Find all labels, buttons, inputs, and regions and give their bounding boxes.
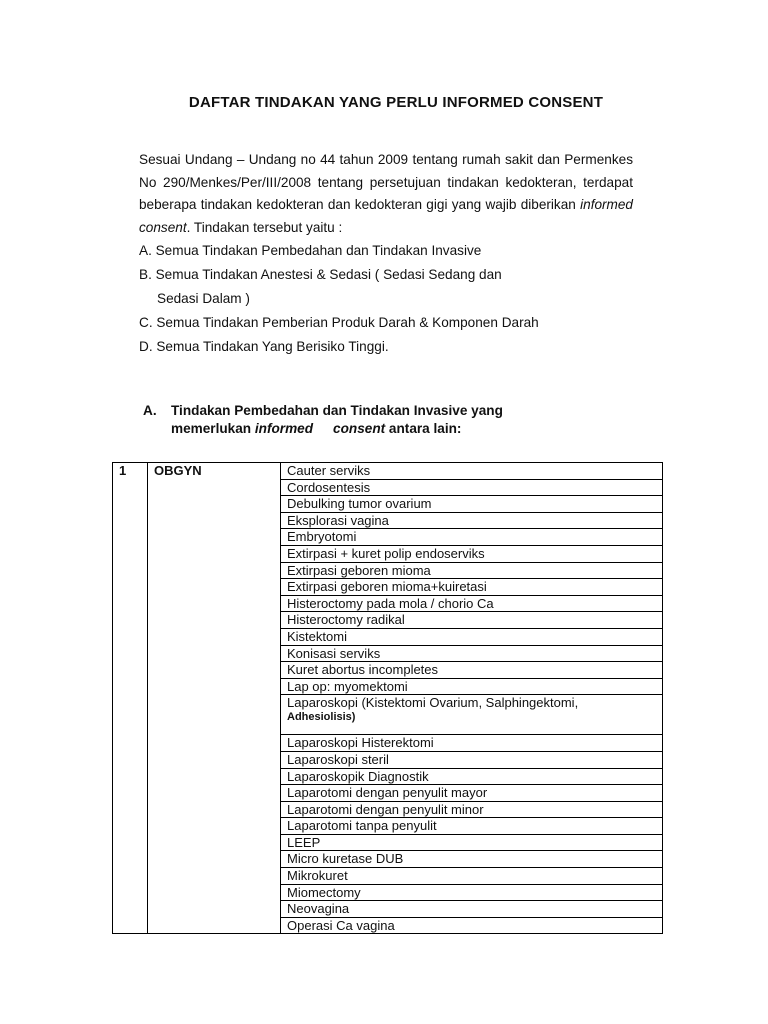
section-a-line1: Tindakan Pembedahan dan Tindakan Invasive yang [171, 403, 503, 418]
intro-paragraph [139, 149, 633, 239]
procedure-cell: Laparotomi dengan penyulit mayor [281, 785, 663, 802]
procedure-cell: Micro kuretase DUB [281, 851, 663, 868]
list-item-b: B. Semua Tindakan Anestesi & Sedasi ( Sedasi Sedang dan [139, 267, 502, 282]
procedure-cell: Extirpasi geboren mioma+kuiretasi [281, 579, 663, 596]
procedure-cell [281, 695, 663, 735]
list-item-d: D. Semua Tindakan Yang Berisiko Tinggi. [139, 339, 389, 354]
section-a-heading [143, 402, 623, 437]
section-a-line2-pre: memerlukan [171, 420, 255, 436]
procedure-cell: LEEP [281, 834, 663, 851]
procedure-cell: Lap op: myomektomi [281, 678, 663, 695]
procedure-cell: Laparotomi tanpa penyulit [281, 818, 663, 835]
procedure-cell: Konisasi serviks [281, 645, 663, 662]
procedure-cell: Mikrokuret [281, 868, 663, 885]
list-item-b-continued: Sedasi Dalam ) [157, 291, 250, 306]
procedure-cell: Cordosentesis [281, 479, 663, 496]
intro-text-italic: informed consent [139, 197, 633, 235]
procedure-cell: Histeroctomy pada mola / chorio Ca [281, 595, 663, 612]
procedure-cell: Embryotomi [281, 529, 663, 546]
procedure-cell-line2: Adhesiolisis) [287, 711, 356, 724]
procedure-cell: Miomectomy [281, 884, 663, 901]
procedure-cell: Kuret abortus incompletes [281, 662, 663, 679]
list-item-c: C. Semua Tindakan Pemberian Produk Darah & Komponen Darah [139, 315, 539, 330]
section-a-letter: A. [143, 403, 157, 418]
procedure-cell: Laparoskopi steril [281, 751, 663, 768]
section-a-line2 [171, 420, 623, 438]
procedure-cell: Extirpasi + kuret polip endoserviks [281, 545, 663, 562]
category-cell: OBGYN [148, 463, 281, 934]
page-title: DAFTAR TINDAKAN YANG PERLU INFORMED CONSENT [188, 94, 604, 111]
procedure-cell: Cauter serviks [281, 463, 663, 480]
procedure-cell: Operasi Ca vagina [281, 917, 663, 934]
section-a-line2-post: antara lain: [385, 420, 462, 436]
procedure-cell: Eksplorasi vagina [281, 512, 663, 529]
procedure-cell: Kistektomi [281, 628, 663, 645]
procedure-table [112, 462, 663, 934]
procedure-cell-line1: Laparoskopi (Kistektomi Ovarium, Salphingektomi, [287, 695, 579, 711]
procedure-cell: Laparotomi dengan penyulit minor [281, 801, 663, 818]
intro-text-part2: . Tindakan tersebut yaitu : [186, 219, 343, 235]
row-number: 1 [113, 463, 148, 934]
procedure-cell: Neovagina [281, 901, 663, 918]
category-list [139, 239, 639, 359]
table-row [113, 463, 663, 480]
procedure-cell: Debulking tumor ovarium [281, 496, 663, 513]
procedure-cell: Laparoskopik Diagnostik [281, 768, 663, 785]
list-item-a: A. Semua Tindakan Pembedahan dan Tindakan Invasive [139, 243, 482, 258]
section-a-italic-informed: informed [254, 420, 314, 436]
section-a-italic-consent: consent [333, 420, 386, 436]
procedure-cell: Laparoskopi Histerektomi [281, 735, 663, 752]
procedure-cell: Histeroctomy radikal [281, 612, 663, 629]
procedure-cell: Extirpasi geboren mioma [281, 562, 663, 579]
intro-text-part1: Sesuai Undang – Undang no 44 tahun 2009 tentang rumah sakit dan Permenkes No 290/Menkes/Per/III/2008 tentang persetujuan tindakan kedokteran, terdapat beberapa tindakan kedokteran dan kedokteran gigi yang wajib diberikan [139, 152, 633, 213]
